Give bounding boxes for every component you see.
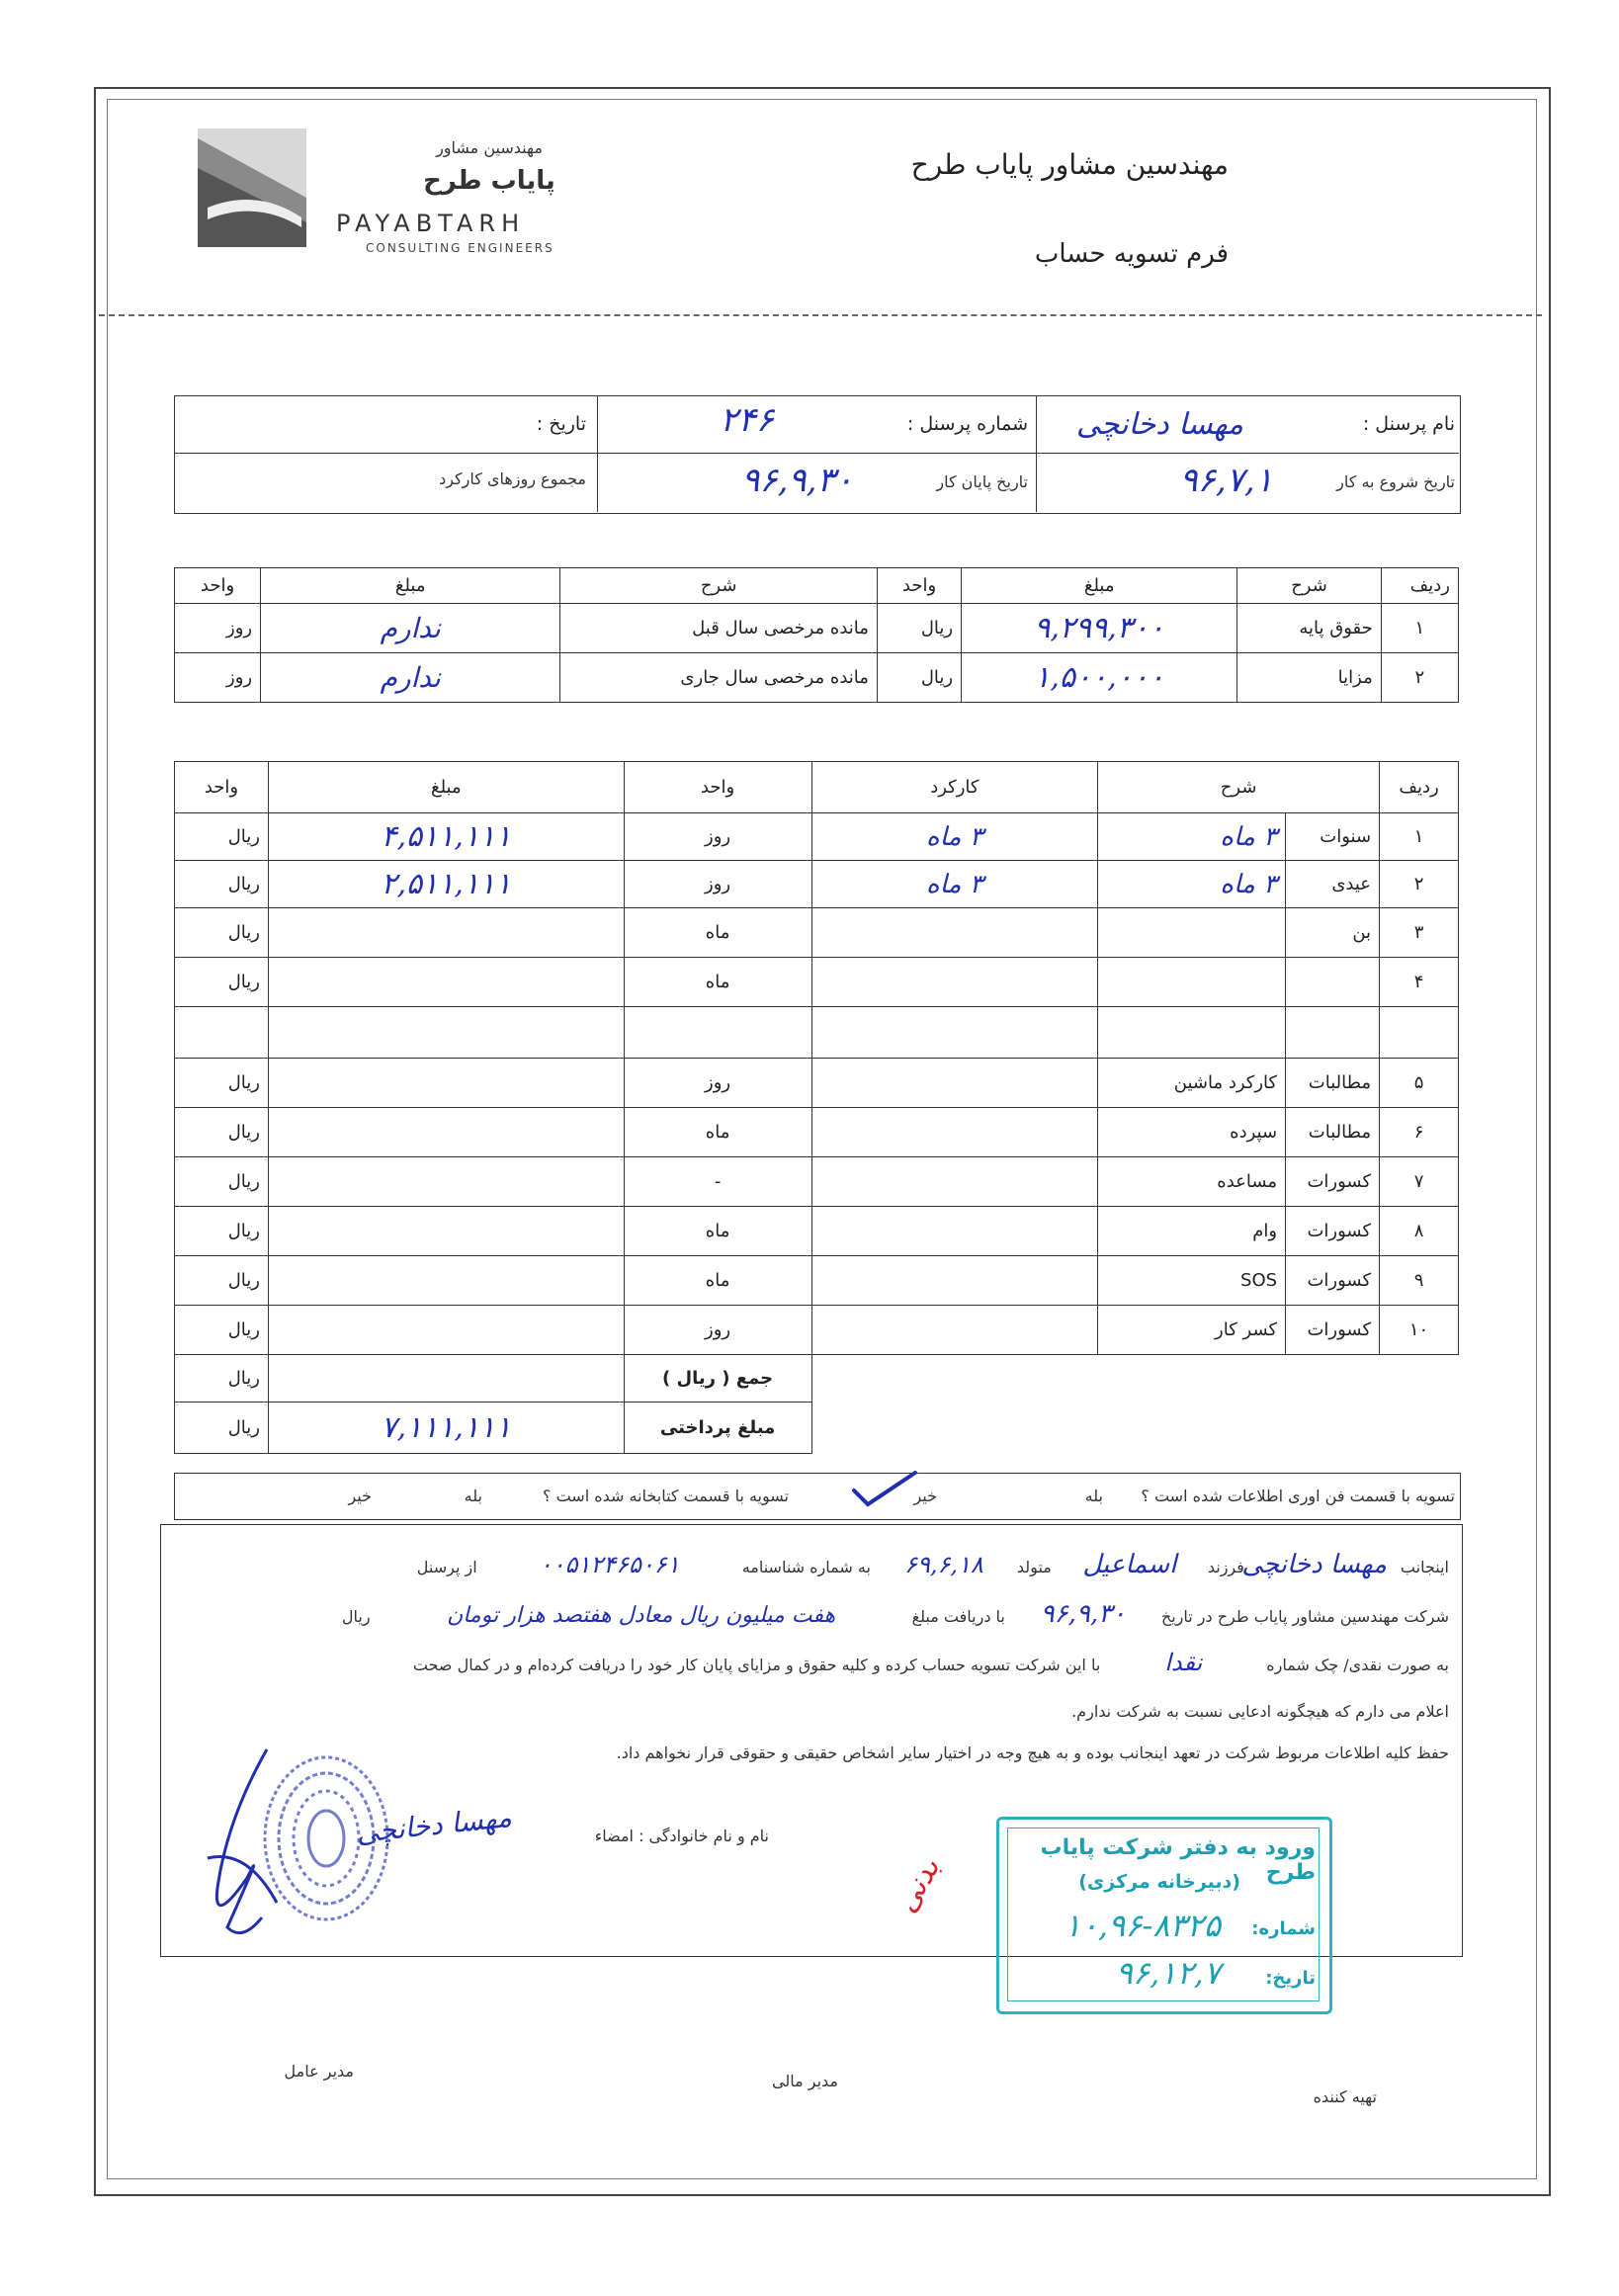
t2-row-5-unit: روز [624, 1059, 811, 1108]
t1-row-2-amount2: ندارم [261, 653, 560, 703]
t1-header-amount: مبلغ [962, 568, 1237, 604]
received-stamp [996, 1817, 1332, 2014]
t2-row-10-cat: کسورات [1286, 1306, 1380, 1355]
workdays-label: مجموع روزهای کارکرد [439, 469, 586, 488]
t1-header-amount2: مبلغ [261, 568, 560, 604]
declaration-line-1: اینجانب مهسا دخانچی فرزند اسماعیل متولد ۶۹,۶,۱۸ به شماره شناسنامه ۰۰۵۱۲۴۶۵۰۶۱ از پرسنل [416, 1550, 1449, 1579]
id-number: ۰۰۵۱۲۴۶۵۰۶۱ [539, 1551, 680, 1578]
t2-row-9-unit2: ریال [175, 1256, 269, 1306]
signature-and-fingerprint-icon [188, 1730, 415, 1961]
t2-row-8-desc: وام [1098, 1207, 1286, 1256]
t1-row-1-desc2: مانده مرخصی سال قبل [560, 604, 878, 653]
t2-row-1-desc: سنوات [1286, 813, 1380, 861]
t2-row-9-unit: ماه [624, 1256, 811, 1306]
end-date-label: تاریخ پایان کار [936, 472, 1028, 491]
t2-row-5-cat: مطالبات [1286, 1059, 1380, 1108]
t2-row-6-cat: مطالبات [1286, 1108, 1380, 1157]
t2-header-row: ردیف [1380, 762, 1459, 813]
declarant-name: مهسا دخانچی [1241, 1550, 1387, 1579]
t1-row-1-unit2: روز [175, 604, 261, 653]
t2-row-1-amount: ۴,۵۱۱,۱۱۱ [268, 813, 624, 861]
paid-value: ۷,۱۱۱,۱۱۱ [268, 1403, 624, 1454]
t1-row-1-desc: حقوق پایه [1237, 604, 1381, 653]
father-name: اسماعیل [1082, 1550, 1177, 1579]
form-title: فرم تسویه حساب [1034, 239, 1229, 269]
t2-row-6-desc: سپرده [1098, 1108, 1286, 1157]
it-yes: بله [1084, 1487, 1103, 1505]
t2-row-1-no: ۱ [1380, 813, 1459, 861]
declaration-line-4: اعلام می دارم که هیچگونه ادعایی نسبت به شرکت ندارم. [1071, 1702, 1449, 1721]
t2-row-9-no: ۹ [1380, 1256, 1459, 1306]
t1-row-2-unit2: روز [175, 653, 261, 703]
t2-row-3-unit: ماه [624, 908, 811, 958]
t2-row-7-no: ۷ [1380, 1157, 1459, 1207]
declaration-line-5: حفظ کلیه اطلاعات مربوط شرکت در تعهد اینجانب بوده و به هیچ وجه در اختیار سایر اشخاص حقیقی و حقوقی قرار نخواهم داد. [616, 1743, 1449, 1762]
sum-unit: ریال [175, 1355, 269, 1403]
t2-row-4-no: ۴ [1380, 958, 1459, 1007]
t2-row-2-no: ۲ [1380, 861, 1459, 908]
benefits-table [174, 761, 1459, 1454]
t2-row-2-unit: روز [624, 861, 811, 908]
logo-small-text: مهندسین مشاور [436, 138, 543, 157]
stamp-date-value: ۹۶,۱۲,۷ [1115, 1954, 1221, 1992]
t1-row-2-unit: ریال [877, 653, 961, 703]
amount-in-words: هفت میلیون ریال معادل هفتصد هزار تومان [447, 1603, 836, 1628]
t2-row-3-no: ۳ [1380, 908, 1459, 958]
t1-row-1-amount2: ندارم [261, 604, 560, 653]
sum-label: جمع ( ریال ) [624, 1355, 811, 1403]
library-question: تسویه با قسمت کتابخانه شده است ؟ [543, 1487, 789, 1505]
logo-name-fa: پایاب طرح [423, 166, 555, 196]
t1-header-desc2: شرح [560, 568, 878, 604]
t1-header-unit2: واحد [175, 568, 261, 604]
end-date-value: ۹۶,۹,۳۰ [741, 461, 853, 500]
t2-row-3-unit2: ریال [175, 908, 269, 958]
t2-row-1-unit: روز [624, 813, 811, 861]
t2-row-2-desc-hand: ۳ ماه [1098, 861, 1286, 908]
stamp-title: ورود به دفتر شرکت پایاب طرح [1040, 1835, 1316, 1885]
library-yes: بله [464, 1487, 482, 1505]
start-date-label: تاریخ شروع به کار [1336, 472, 1455, 491]
t2-row-6-no: ۶ [1380, 1108, 1459, 1157]
t2-row-10-unit: روز [624, 1306, 811, 1355]
t2-row-7-unit2: ریال [175, 1157, 269, 1207]
t1-header-row: ردیف [1381, 568, 1458, 604]
t2-row-4-unit: ماه [624, 958, 811, 1007]
t2-row-5-unit2: ریال [175, 1059, 269, 1108]
t2-row-2-desc: عیدی [1286, 861, 1380, 908]
t2-header-work: کارکرد [811, 762, 1098, 813]
t2-header-desc: شرح [1098, 762, 1380, 813]
personnel-no-label: شماره پرسنل : [906, 413, 1028, 435]
settlement-date: ۹۶,۹,۳۰ [1040, 1599, 1127, 1629]
company-name: مهندسین مشاور پایاب طرح [910, 148, 1229, 181]
date-label: تاریخ : [536, 413, 586, 435]
t2-row-10-no: ۱۰ [1380, 1306, 1459, 1355]
birth-date: ۶۹,۶,۱۸ [904, 1551, 983, 1578]
finance-manager-label: مدیر مالی [772, 2072, 838, 2090]
t2-row-2-unit2: ریال [175, 861, 269, 908]
it-no: خیر [913, 1487, 937, 1505]
t2-row-5-no: ۵ [1380, 1059, 1459, 1108]
t1-row-1-no: ۱ [1381, 604, 1458, 653]
t2-row-1-work: ۳ ماه [811, 813, 1098, 861]
red-annotation: بدنی [889, 1851, 948, 1919]
t1-row-1-unit: ریال [877, 604, 961, 653]
library-no: خیر [348, 1487, 372, 1505]
logo-sub-en: CONSULTING ENGINEERS [366, 241, 554, 255]
t2-row-10-desc: کسر کار [1098, 1306, 1286, 1355]
t2-row-9-cat: کسورات [1286, 1256, 1380, 1306]
stamp-number-label: شماره: [1251, 1918, 1316, 1939]
t2-row-6-unit: ماه [624, 1108, 811, 1157]
name-value: مهسا دخانچی [1075, 407, 1243, 442]
stamp-date-label: تاریخ: [1265, 1968, 1316, 1989]
t1-row-2-desc: مزایا [1237, 653, 1381, 703]
t2-row-7-unit: - [624, 1157, 811, 1207]
paid-label: مبلغ پرداختی [624, 1403, 811, 1454]
t1-header-unit: واحد [877, 568, 961, 604]
t2-row-1-desc-hand: ۳ ماه [1098, 813, 1286, 861]
t2-row-2-amount: ۲,۵۱۱,۱۱۱ [268, 861, 624, 908]
payment-method: نقدا [1164, 1649, 1203, 1676]
t1-header-desc: شرح [1237, 568, 1381, 604]
t2-row-8-cat: کسورات [1286, 1207, 1380, 1256]
name-label: نام پرسنل : [1362, 413, 1455, 435]
t2-row-1-unit2: ریال [175, 813, 269, 861]
paid-unit: ریال [175, 1403, 269, 1454]
t2-row-2-work: ۳ ماه [811, 861, 1098, 908]
stamp-number-value: ۱۰,۹۶-۸۳۲۵ [1064, 1907, 1221, 1944]
t1-row-2-no: ۲ [1381, 653, 1458, 703]
company-logo-icon [198, 128, 306, 247]
t2-row-6-unit2: ریال [175, 1108, 269, 1157]
signature-name: مهسا دخانچی [354, 1800, 514, 1850]
t2-row-8-unit2: ریال [175, 1207, 269, 1256]
t2-row-8-unit: ماه [624, 1207, 811, 1256]
salary-table [174, 567, 1459, 703]
ceo-label: مدیر عامل [284, 2062, 354, 2081]
t1-row-2-desc2: مانده مرخصی سال جاری [560, 653, 878, 703]
signature-label: نام و نام خانوادگی : امضاء [594, 1827, 769, 1845]
t2-row-7-desc: مساعده [1098, 1157, 1286, 1207]
logo-name-en: PAYABTARH [336, 210, 526, 237]
t2-row-7-cat: کسورات [1286, 1157, 1380, 1207]
t2-header-amount: مبلغ [268, 762, 624, 813]
t2-row-10-unit2: ریال [175, 1306, 269, 1355]
t2-row-4-unit2: ریال [175, 958, 269, 1007]
t2-header-unit: واحد [624, 762, 811, 813]
t2-header-unit2: واحد [175, 762, 269, 813]
t2-row-9-desc: SOS [1098, 1256, 1286, 1306]
header-separator [99, 314, 1542, 316]
t1-row-2-amount: ۱,۵۰۰,۰۰۰ [962, 653, 1237, 703]
t2-row-3-desc: بن [1286, 908, 1380, 958]
it-question: تسویه با قسمت فن اوری اطلاعات شده است ؟ [1141, 1487, 1455, 1505]
declaration-line-2: شرکت مهندسین مشاور پایاب طرح در تاریخ ۹۶,۹,۳۰ با دریافت مبلغ هفت میلیون ریال معادل هفتصد هزار تومان ریال [341, 1599, 1449, 1629]
t2-row-5-desc: کارکرد ماشین [1098, 1059, 1286, 1108]
preparer-label: تهیه کننده [1313, 2087, 1377, 2106]
stamp-subtitle: (دبیرخانه مرکزی) [1078, 1871, 1240, 1893]
start-date-value: ۹۶,۷,۱ [1179, 461, 1273, 500]
declaration-line-3: به صورت نقدی/ چک شماره نقدا با این شرکت تسویه حساب کرده و کلیه حقوق و مزایای پایان کار خود را دریافت کرده‌ام و در کمال صحت [412, 1649, 1449, 1676]
personnel-no-value: ۲۴۶ [720, 400, 774, 440]
t1-row-1-amount: ۹,۲۹۹,۳۰۰ [962, 604, 1237, 653]
checkmark-icon [850, 1467, 919, 1514]
t2-row-8-no: ۸ [1380, 1207, 1459, 1256]
